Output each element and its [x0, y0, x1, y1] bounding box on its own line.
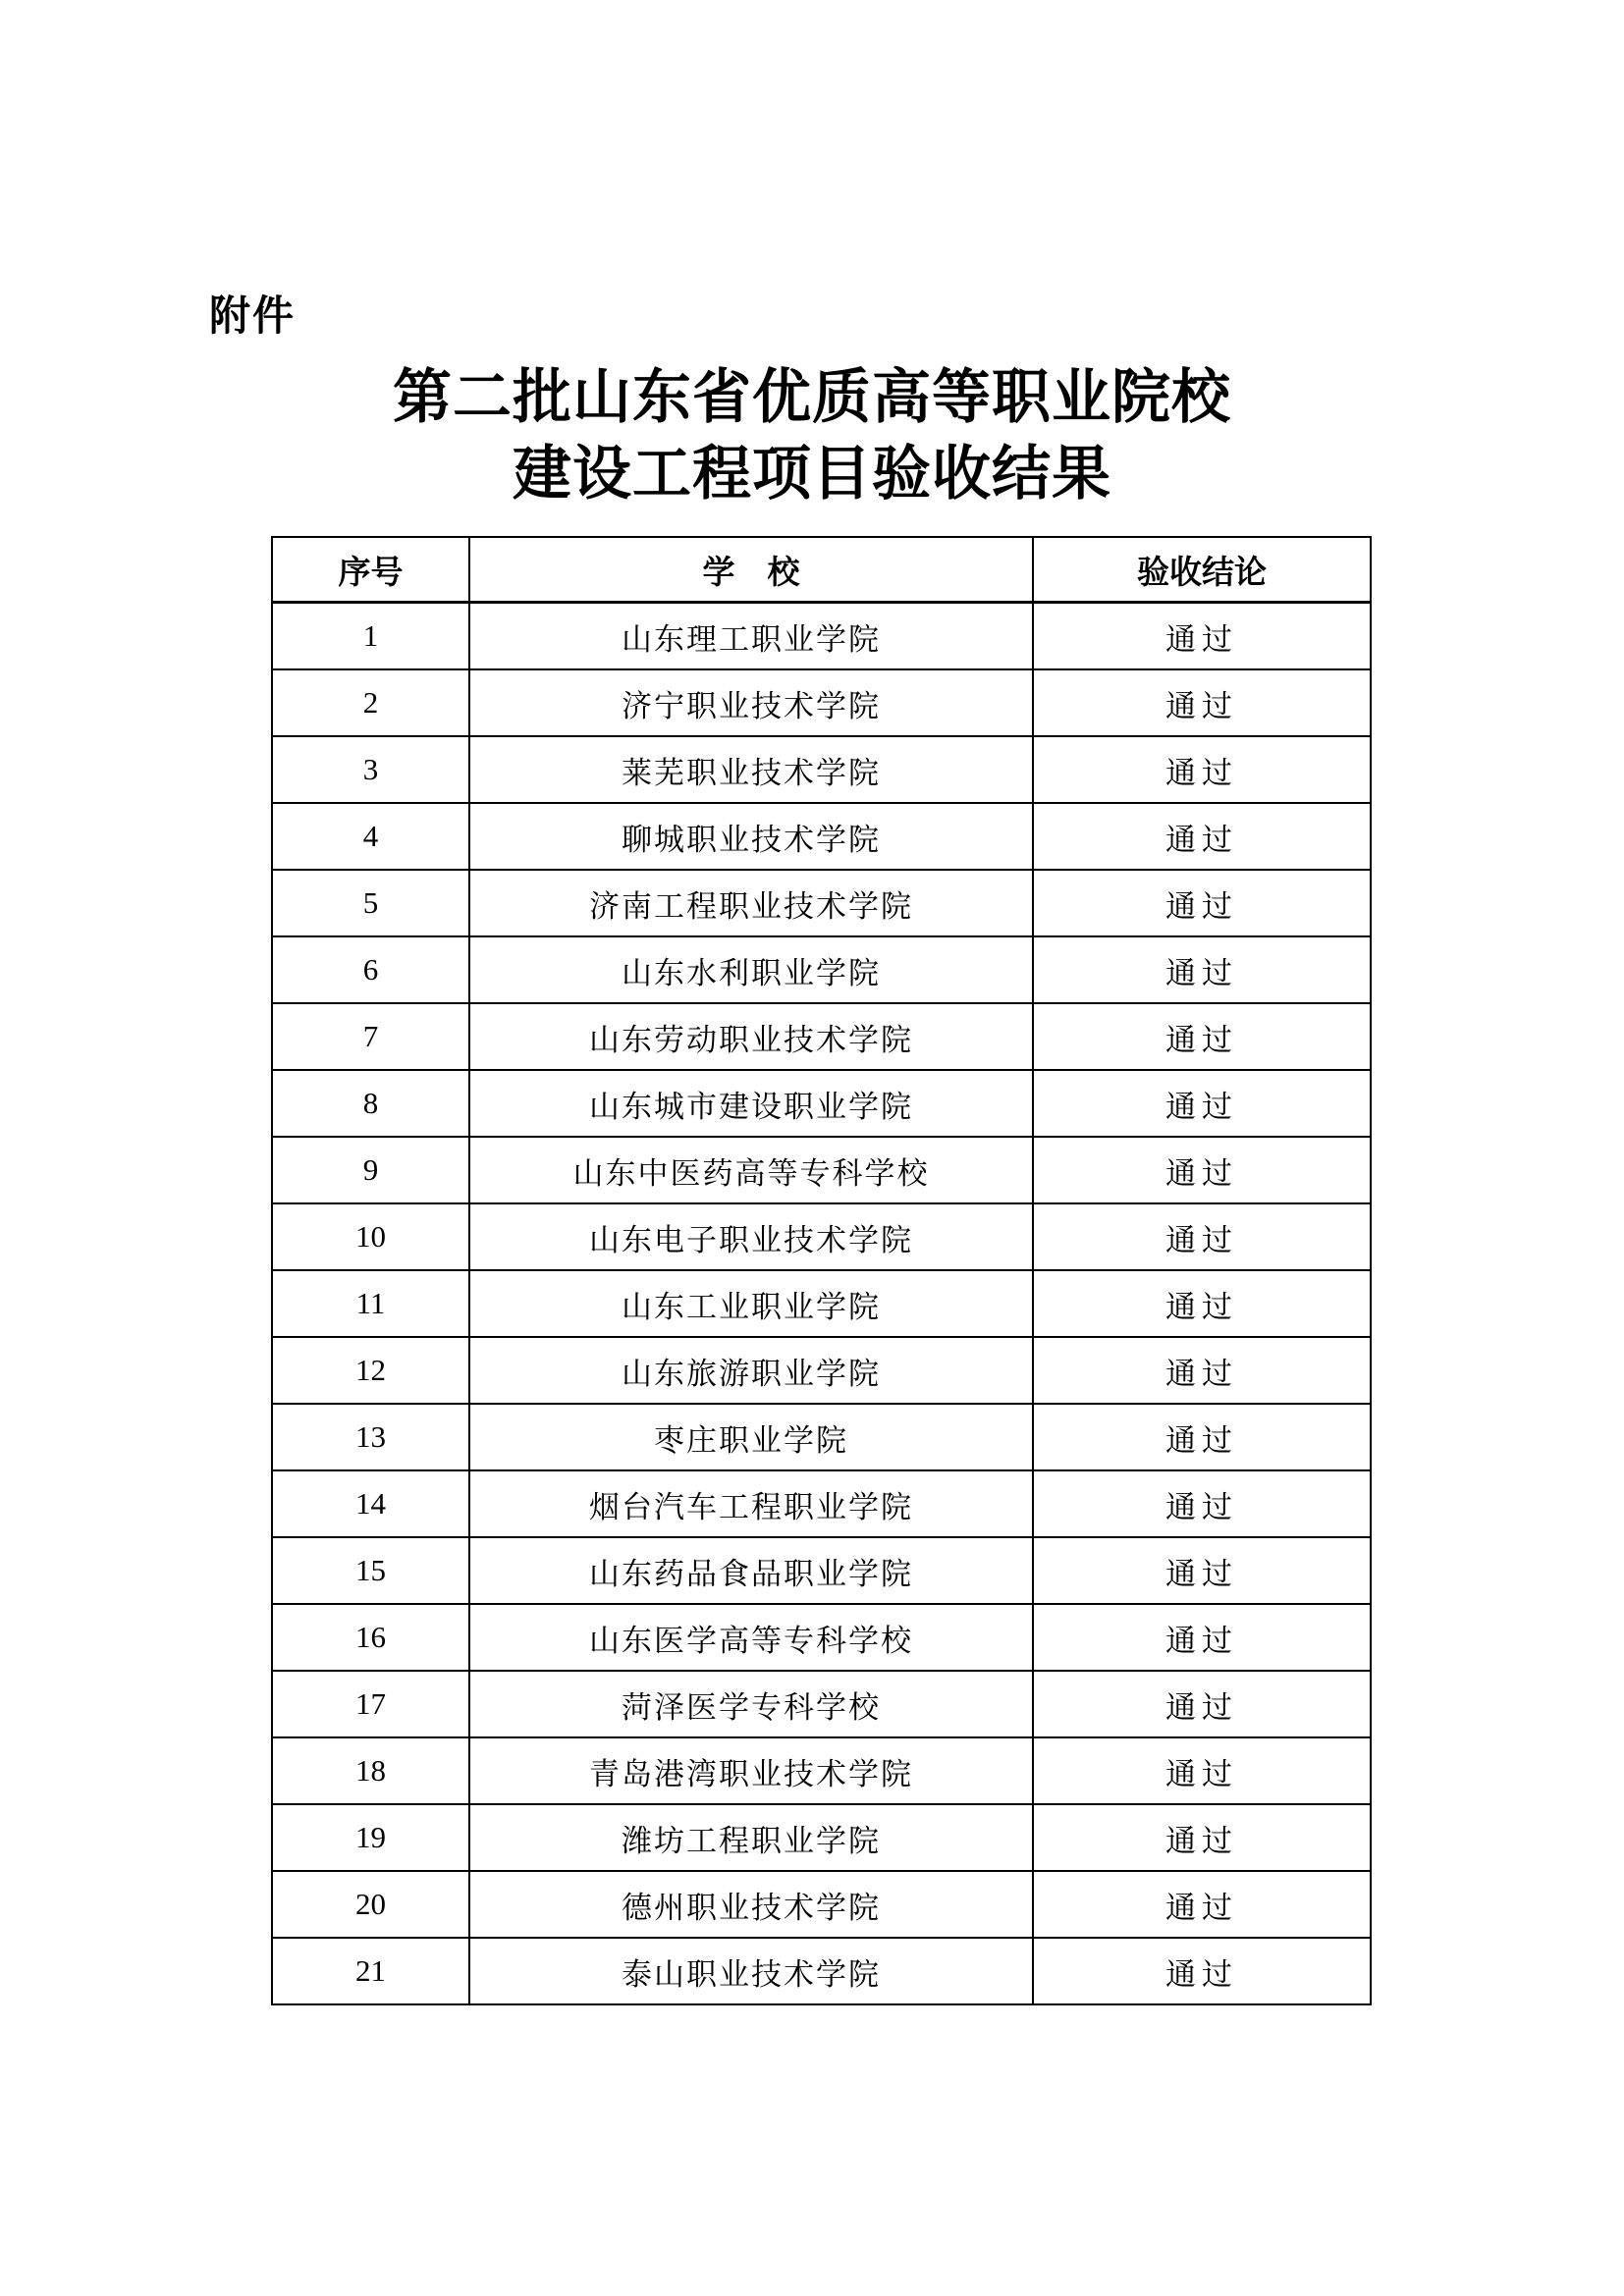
row-conclusion-cell: 通过 — [1033, 1938, 1371, 2004]
row-school-cell: 济南工程职业技术学院 — [469, 870, 1033, 936]
row-index-cell: 15 — [272, 1537, 469, 1604]
row-school-cell: 济宁职业技术学院 — [469, 669, 1033, 736]
row-school-cell: 山东城市建设职业学院 — [469, 1070, 1033, 1137]
header-conclusion: 验收结论 — [1033, 537, 1371, 603]
row-school-cell: 山东旅游职业学院 — [469, 1337, 1033, 1404]
row-index-cell: 2 — [272, 669, 469, 736]
header-index: 序号 — [272, 537, 469, 603]
row-conclusion-cell: 通过 — [1033, 1270, 1371, 1337]
row-school-cell: 山东中医药高等专科学校 — [469, 1137, 1033, 1203]
row-conclusion-cell: 通过 — [1033, 936, 1371, 1003]
row-conclusion-cell: 通过 — [1033, 1137, 1371, 1203]
row-index-cell: 16 — [272, 1604, 469, 1671]
row-conclusion-cell: 通过 — [1033, 1804, 1371, 1871]
row-school-cell: 莱芜职业技术学院 — [469, 736, 1033, 803]
row-school-cell: 枣庄职业学院 — [469, 1404, 1033, 1470]
row-school-cell: 菏泽医学专科学校 — [469, 1671, 1033, 1737]
row-index-cell: 1 — [272, 603, 469, 670]
table-row — [272, 1671, 1371, 1737]
row-index-cell: 13 — [272, 1404, 469, 1470]
row-index-cell: 8 — [272, 1070, 469, 1137]
row-school-cell: 潍坊工程职业学院 — [469, 1804, 1033, 1871]
row-school-cell: 山东工业职业学院 — [469, 1270, 1033, 1337]
table-row — [272, 1337, 1371, 1404]
table-row — [272, 1871, 1371, 1938]
row-school-cell: 青岛港湾职业技术学院 — [469, 1737, 1033, 1804]
row-school-cell: 山东药品食品职业学院 — [469, 1537, 1033, 1604]
row-index-cell: 17 — [272, 1671, 469, 1737]
table-row — [272, 1070, 1371, 1137]
row-conclusion-cell: 通过 — [1033, 1404, 1371, 1470]
row-index-cell: 7 — [272, 1003, 469, 1070]
row-school-cell: 山东劳动职业技术学院 — [469, 1003, 1033, 1070]
row-conclusion-cell: 通过 — [1033, 603, 1371, 670]
row-conclusion-cell: 通过 — [1033, 1537, 1371, 1604]
row-conclusion-cell: 通过 — [1033, 1070, 1371, 1137]
row-school-cell: 山东医学高等专科学校 — [469, 1604, 1033, 1671]
row-index-cell: 21 — [272, 1938, 469, 2004]
table-row — [272, 1003, 1371, 1070]
row-index-cell: 12 — [272, 1337, 469, 1404]
row-index-cell: 9 — [272, 1137, 469, 1203]
row-school-cell: 山东电子职业技术学院 — [469, 1203, 1033, 1270]
table-body — [272, 603, 1371, 2005]
row-index-cell: 19 — [272, 1804, 469, 1871]
table-row — [272, 1404, 1371, 1470]
row-conclusion-cell: 通过 — [1033, 1737, 1371, 1804]
row-conclusion-cell: 通过 — [1033, 1604, 1371, 1671]
results-table — [271, 536, 1372, 2005]
row-conclusion-cell: 通过 — [1033, 1671, 1371, 1737]
table-row — [272, 1137, 1371, 1203]
row-index-cell: 10 — [272, 1203, 469, 1270]
header-school: 学 校 — [469, 537, 1033, 603]
row-conclusion-cell: 通过 — [1033, 736, 1371, 803]
attachment-label: 附件 — [209, 293, 297, 339]
title-line-1: 第二批山东省优质高等职业院校 — [393, 364, 1231, 430]
table-row — [272, 803, 1371, 870]
table-row — [272, 1604, 1371, 1671]
table-row — [272, 936, 1371, 1003]
row-school-cell: 山东水利职业学院 — [469, 936, 1033, 1003]
table-row — [272, 870, 1371, 936]
row-school-cell: 德州职业技术学院 — [469, 1871, 1033, 1938]
table-row — [272, 1938, 1371, 2004]
table-row — [272, 1804, 1371, 1871]
row-index-cell: 14 — [272, 1470, 469, 1537]
table-row — [272, 736, 1371, 803]
table-header — [272, 537, 1371, 603]
row-index-cell: 11 — [272, 1270, 469, 1337]
row-conclusion-cell: 通过 — [1033, 1003, 1371, 1070]
row-conclusion-cell: 通过 — [1033, 1337, 1371, 1404]
row-index-cell: 4 — [272, 803, 469, 870]
table-row — [272, 1737, 1371, 1804]
row-school-cell: 烟台汽车工程职业学院 — [469, 1470, 1033, 1537]
title-line-2: 建设工程项目验收结果 — [513, 441, 1111, 507]
row-conclusion-cell: 通过 — [1033, 803, 1371, 870]
table-row — [272, 1203, 1371, 1270]
row-conclusion-cell: 通过 — [1033, 1470, 1371, 1537]
row-school-cell: 聊城职业技术学院 — [469, 803, 1033, 870]
row-conclusion-cell: 通过 — [1033, 1203, 1371, 1270]
table-row — [272, 1470, 1371, 1537]
row-index-cell: 5 — [272, 870, 469, 936]
row-conclusion-cell: 通过 — [1033, 1871, 1371, 1938]
row-index-cell: 6 — [272, 936, 469, 1003]
row-conclusion-cell: 通过 — [1033, 870, 1371, 936]
table-row — [272, 1537, 1371, 1604]
row-school-cell: 山东理工职业学院 — [469, 603, 1033, 670]
row-index-cell: 18 — [272, 1737, 469, 1804]
table-row — [272, 669, 1371, 736]
row-index-cell: 20 — [272, 1871, 469, 1938]
row-school-cell: 泰山职业技术学院 — [469, 1938, 1033, 2004]
row-index-cell: 3 — [272, 736, 469, 803]
header-row — [272, 537, 1371, 603]
row-conclusion-cell: 通过 — [1033, 669, 1371, 736]
document-title — [0, 359, 1624, 512]
table-row — [272, 1270, 1371, 1337]
table-row — [272, 603, 1371, 670]
